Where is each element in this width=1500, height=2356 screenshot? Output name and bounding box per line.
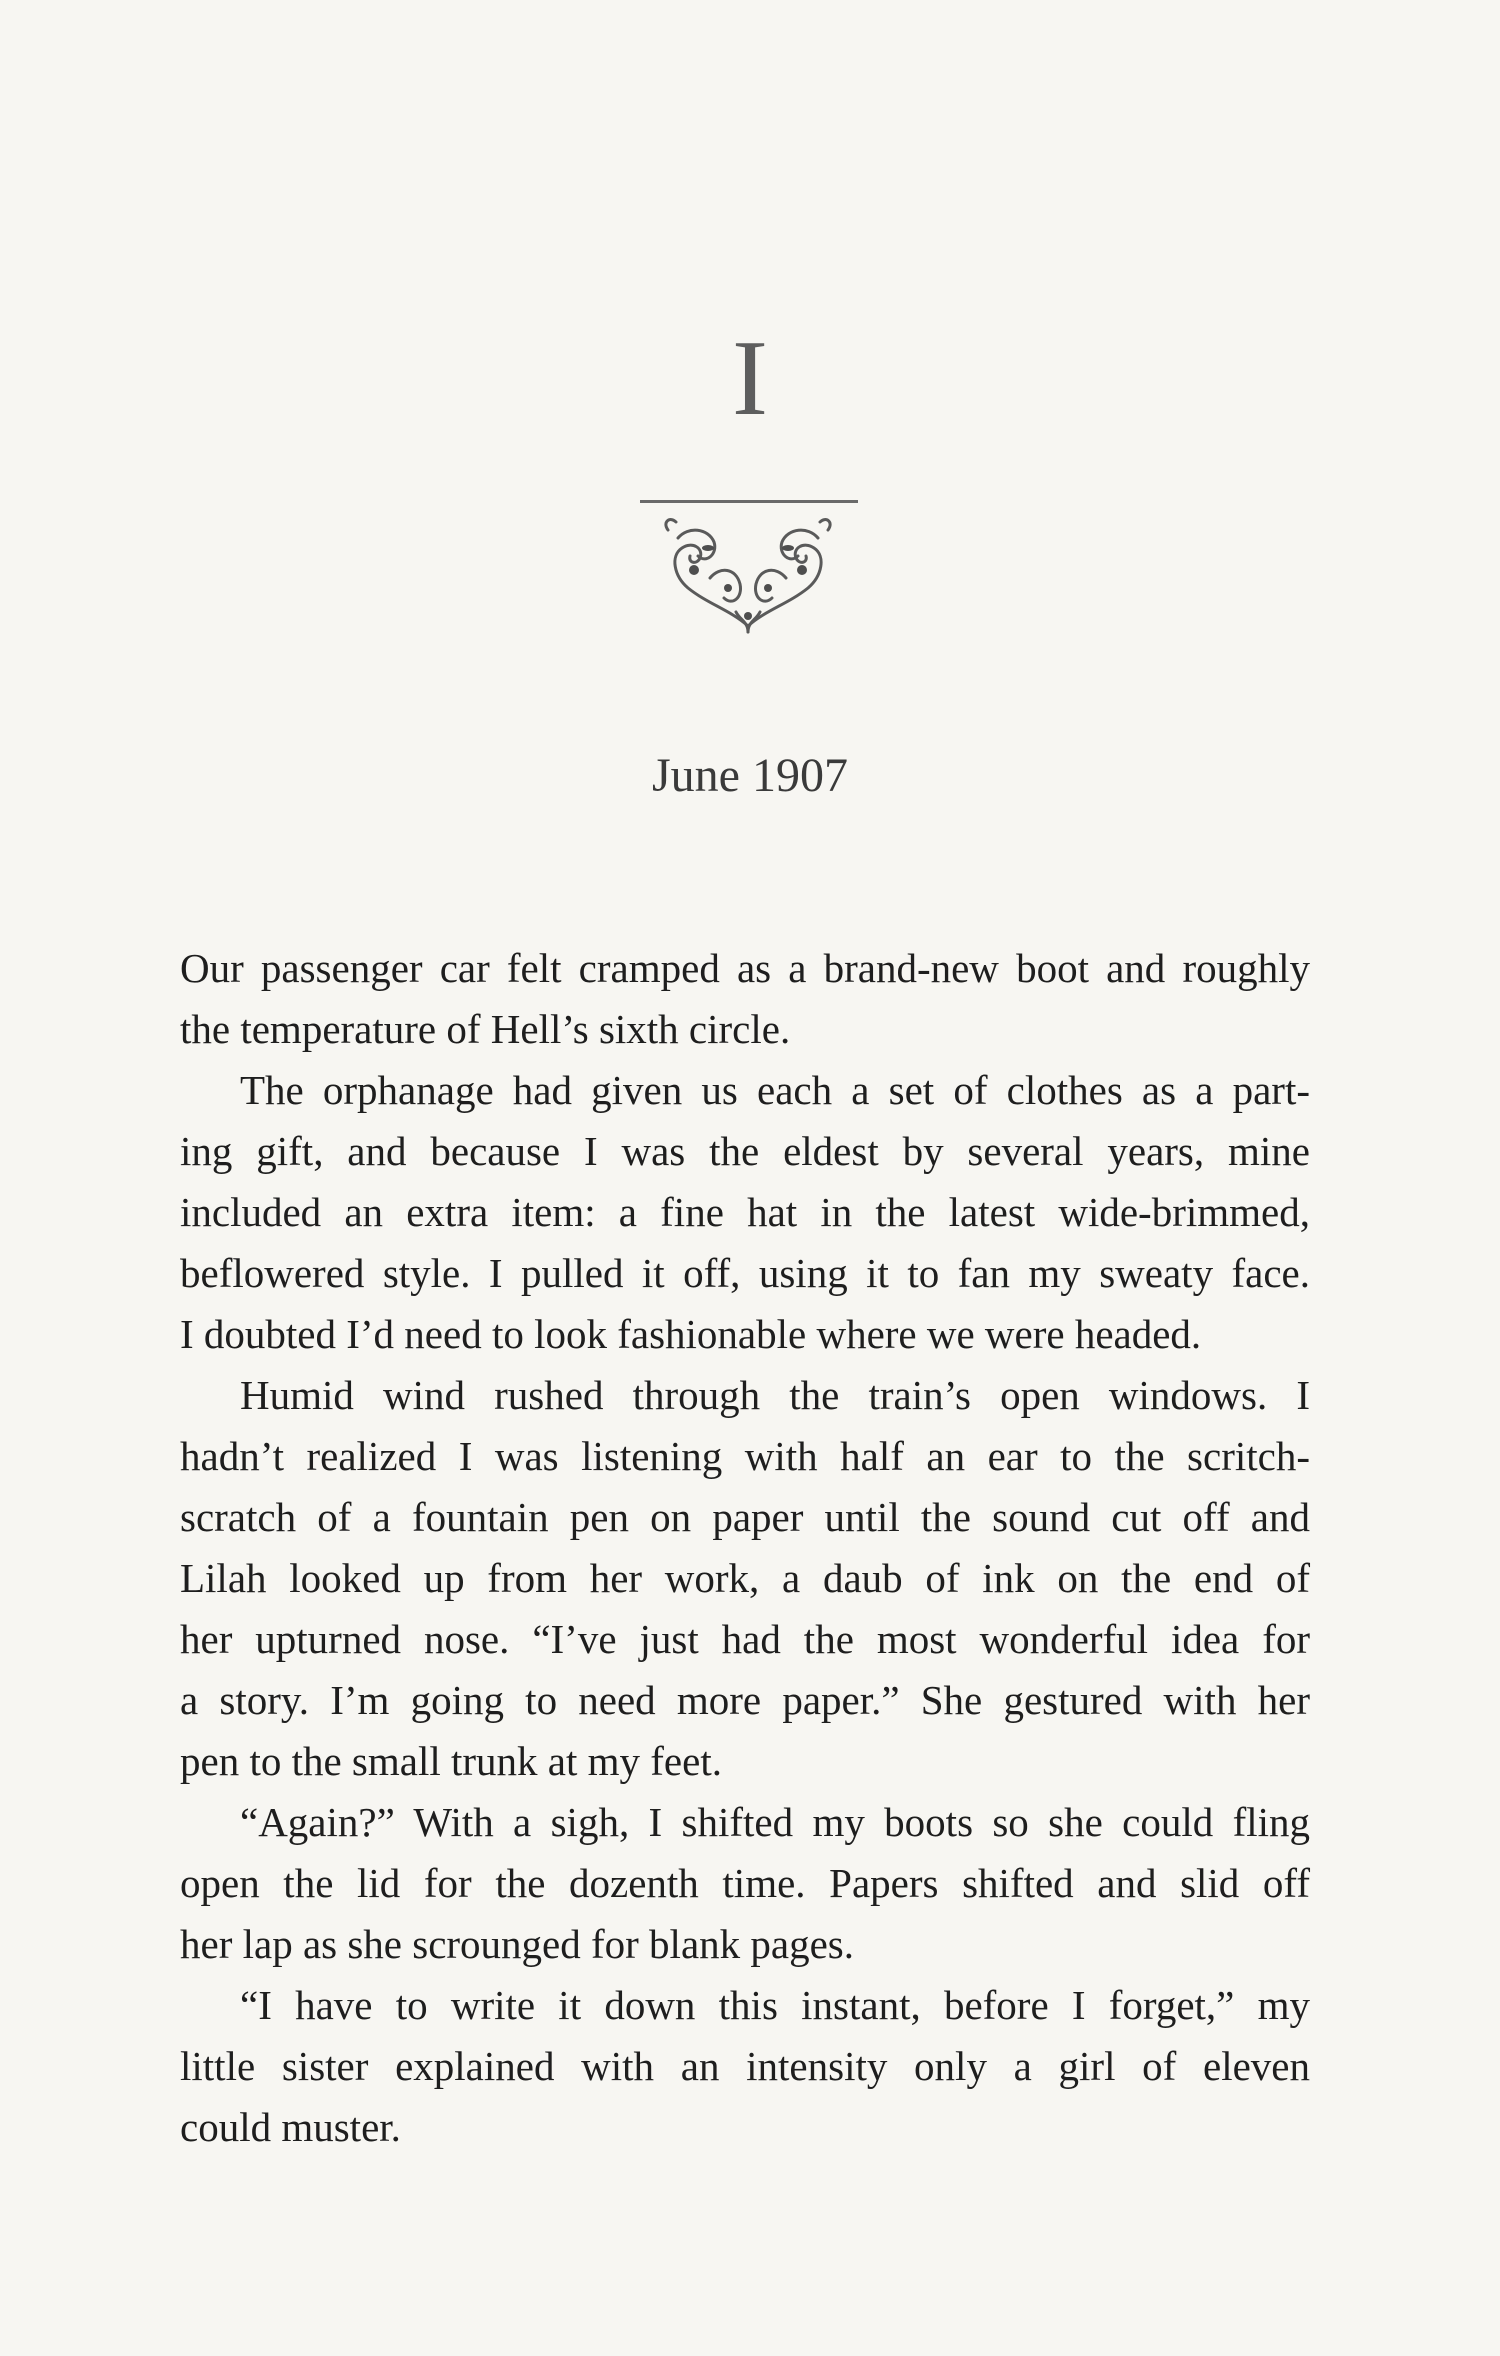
chapter-date: June 1907 xyxy=(652,749,848,802)
body-text xyxy=(180,938,1310,2158)
body-line: hadn’t realized I was listening with half an ear to the scritch- xyxy=(180,1433,1310,1479)
ornament-flourish-icon xyxy=(648,508,848,638)
body-line: beflowered style. I pulled it off, using it to fan my sweaty face. xyxy=(180,1250,1310,1296)
chapter-divider-rule xyxy=(640,500,858,503)
body-line: little sister explained with an intensity only a girl of eleven xyxy=(180,2043,1310,2089)
body-line: her lap as she scrounged for blank pages. xyxy=(180,1921,854,1967)
body-line: Our passenger car felt cramped as a brand-new boot and roughly xyxy=(180,945,1310,991)
body-line: a story. I’m going to need more paper.” She gestured with her xyxy=(180,1677,1310,1723)
body-line: “I have to write it down this instant, before I forget,” my xyxy=(240,1982,1310,2028)
body-line: I doubted I’d need to look fashionable where we were headed. xyxy=(180,1311,1202,1357)
body-line: Lilah looked up from her work, a daub of ink on the end of xyxy=(180,1555,1310,1601)
body-line: could muster. xyxy=(180,2104,401,2150)
body-line: the temperature of Hell’s sixth circle. xyxy=(180,1006,791,1052)
body-line: The orphanage had given us each a set of clothes as a part- xyxy=(240,1067,1310,1113)
body-line: included an extra item: a fine hat in the latest wide-brimmed, xyxy=(180,1189,1310,1235)
body-line: her upturned nose. “I’ve just had the most wonderful idea for xyxy=(180,1616,1310,1662)
body-line: pen to the small trunk at my feet. xyxy=(180,1738,722,1784)
body-line: Humid wind rushed through the train’s open windows. I xyxy=(240,1372,1310,1418)
body-line: scratch of a fountain pen on paper until the sound cut off and xyxy=(180,1494,1310,1540)
body-line: ing gift, and because I was the eldest by several years, mine xyxy=(180,1128,1310,1174)
chapter-number: I xyxy=(732,319,768,438)
body-line: open the lid for the dozenth time. Papers shifted and slid off xyxy=(180,1860,1310,1906)
body-line: “Again?” With a sigh, I shifted my boots so she could fling xyxy=(240,1799,1310,1845)
